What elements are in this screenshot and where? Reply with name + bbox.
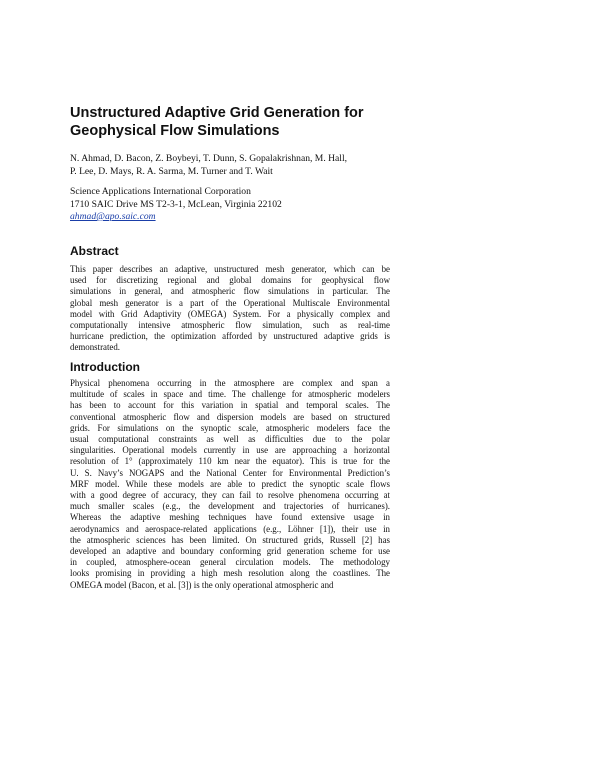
affiliation [70, 186, 390, 224]
affiliation-address: 1710 SAIC Drive MS T2-3-1, McLean, Virginia 22102 [70, 198, 282, 210]
text-line: singularities. Operational models currently in use are approaching a horizontal [70, 445, 390, 456]
text-line: computationally intensive atmospheric flow simulation, such as real-time [70, 320, 390, 331]
introduction-heading: Introduction [70, 360, 140, 374]
affiliation-org: Science Applications International Corporation [70, 186, 251, 197]
title-line: Geophysical Flow Simulations [70, 123, 280, 139]
abstract-heading: Abstract [70, 244, 119, 258]
text-line: U. S. Navy’s NOGAPS and the National Center for Environmental Prediction’s [70, 467, 390, 478]
text-line: hurricane prediction, the optimization afforded by unstructured adaptive grids is [70, 331, 390, 342]
text-line: grids. For simulations on the synoptic scale, atmospheric modelers face the [70, 422, 390, 433]
text-line: model with Grid Adaptivity (OMEGA) System. For a physically complex and [70, 308, 390, 319]
text-line: in coupled, atmosphere-ocean general circulation models. The methodology [70, 557, 390, 568]
text-line: multitude of scales in space and time. The challenge for atmospheric modelers [70, 389, 390, 400]
text-line: MRF model. While these models are able to predict the synoptic scale flows [70, 478, 390, 489]
text-line: Physical phenomena occurring in the atmosphere are complex and span a [70, 378, 390, 388]
author-line: P. Lee, D. Mays, R. A. Sarma, M. Turner and T. Wait [70, 166, 273, 177]
text-line: demonstrated. [70, 342, 121, 353]
text-line: conventional atmospheric flow and dispersion models are based on structured [70, 411, 390, 422]
text-line: much smaller scales (e.g., the development and trajectories of hurricanes). [70, 501, 390, 512]
author-line: N. Ahmad, D. Bacon, Z. Boybeyi, T. Dunn, S. Gopalakrishnan, M. Hall, [70, 153, 348, 164]
text-line: usual computational constraints as well as difficulties due to the polar [70, 434, 390, 445]
abstract-body [70, 264, 390, 354]
text-line: OMEGA model (Bacon, et al. [3]) is the only operational atmospheric and [70, 579, 334, 590]
introduction-body [70, 378, 390, 591]
text-line: looks promising in providing a high mesh resolution along the coastlines. The [70, 568, 390, 579]
text-line: with a good degree of accuracy, they can fail to resolve phenomena occurring at [70, 490, 390, 501]
text-line: simulations in general, and atmospheric flow simulations in particular. The [70, 286, 390, 297]
text-line: developed an adaptive and boundary conforming grid generation scheme for use [70, 546, 390, 557]
text-line: used for discretizing regional and global domains for geophysical flow [70, 275, 390, 286]
author-list [70, 152, 400, 178]
text-line: global mesh generator is a part of the Operational Multiscale Environmental [70, 297, 390, 308]
text-line: This paper describes an adaptive, unstructured mesh generator, which can be [70, 264, 390, 274]
text-line: resolution of 1° (approximately 110 km near the equator). This is true for the [70, 456, 390, 467]
text-line: the atmospheric sciences has been limited. On structured grids, Russell [2] has [70, 534, 390, 545]
title-line: Unstructured Adaptive Grid Generation for [70, 105, 364, 121]
text-line: aerodynamics and aerospace-related applications (e.g., Löhner [1]), their use in [70, 523, 390, 534]
paper-title [70, 104, 400, 140]
text-line: Whereas the adaptive meshing techniques have found extensive usage in [70, 512, 390, 523]
text-line: has been to account for this variation in spatial and temporal scales. The [70, 400, 390, 411]
author-email-link[interactable]: ahmad@apo.saic.com [70, 211, 156, 222]
